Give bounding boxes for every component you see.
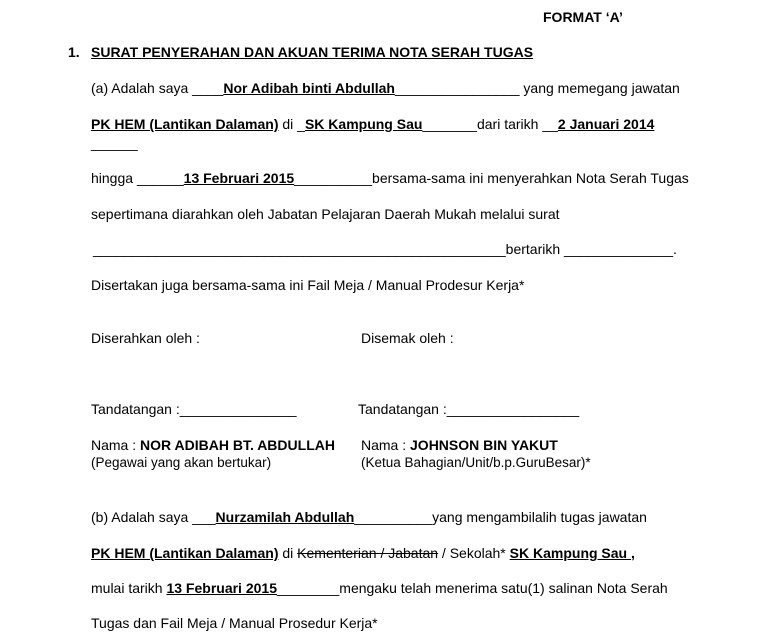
letter-date-blank: ______________. — [564, 241, 677, 257]
part-a-line-5: sepertimana diarahkan oleh Jabatan Pelajaran Daerah Mukah melalui surat — [91, 206, 560, 222]
part-b-line-4: Tugas dan Fail Meja / Manual Prosedur Kerja* — [91, 615, 378, 631]
blank: ______ — [136, 170, 184, 186]
end-date: 13 Februari 2015 — [183, 170, 295, 186]
right-nama — [361, 436, 558, 454]
part-a-line-1 — [91, 79, 680, 97]
blank: ___ — [192, 509, 216, 525]
officer-name: Nor Adibah binti Abdullah — [223, 80, 395, 96]
handed-over-by-label: Diserahkan oleh : — [91, 330, 200, 346]
part-b-intro-end: yang mengambilalih tugas jawatan — [432, 509, 647, 525]
blank: _ — [297, 116, 305, 132]
right-nama-value: JOHNSON BIN YAKUT — [410, 437, 558, 453]
nama-label: Nama : — [361, 437, 411, 453]
blank: _______ — [422, 116, 477, 132]
part-b-line-1 — [91, 508, 647, 526]
section-title: SURAT PENYERAHAN DAN AKUAN TERIMA NOTA SERAH TUGAS — [91, 44, 534, 60]
text-di: di — [278, 545, 298, 561]
blank: __________ — [294, 170, 373, 186]
school-name: SK Kampung Sau — [304, 116, 423, 132]
start-date: 2 Januari 2014 — [557, 116, 655, 132]
part-b-line-3 — [91, 579, 668, 597]
format-label: FORMAT ‘A’ — [543, 9, 623, 25]
part-b-statement: mengaku telah menerima satu(1) salinan Nota Serah — [339, 580, 668, 596]
left-nama-value: NOR ADIBAH BT. ABDULLAH — [140, 437, 335, 453]
part-a-line-6 — [93, 240, 677, 258]
text-bertarikh: bertarikh — [505, 241, 565, 257]
school-name: SK Kampung Sau , — [509, 545, 635, 561]
checked-by-label: Disemak oleh : — [361, 330, 454, 346]
nama-label: Nama : — [91, 437, 141, 453]
blank: ________ — [276, 580, 340, 596]
right-role: (Ketua Bahagian/Unit/b.p.GuruBesar)* — [361, 455, 591, 470]
left-signature-line: Tandatangan :_______________ — [91, 401, 297, 417]
text-mulai-tarikh: mulai tarikh — [91, 580, 167, 596]
part-a-line-2 — [91, 115, 654, 133]
part-a-line-7: Disertakan juga bersama-sama ini Fail Meja / Manual Prodesur Kerja* — [91, 277, 525, 293]
part-b-line-2 — [91, 544, 635, 562]
position-title: PK HEM (Lantikan Dalaman) — [91, 116, 279, 132]
part-a-statement: bersama-sama ini menyerahkan Nota Serah Tugas — [372, 170, 689, 186]
text-dari-tarikh: dari tarikh — [476, 116, 543, 132]
successor-name: Nurzamilah Abdullah — [215, 509, 355, 525]
left-nama — [91, 436, 335, 454]
blank: ____ — [192, 80, 224, 96]
blank: ________________ — [394, 80, 520, 96]
blank: __________ — [354, 509, 433, 525]
part-a-line-4 — [91, 169, 689, 187]
text-hingga: hingga — [91, 170, 137, 186]
text-di: di — [278, 116, 298, 132]
blank: __ — [542, 116, 558, 132]
left-role: (Pegawai yang akan bertukar) — [91, 455, 272, 470]
blank-continuation: ______ — [91, 135, 138, 151]
letter-ref-blank: _____________________________________________________ — [93, 241, 506, 257]
part-a-intro-end: yang memegang jawatan — [519, 80, 680, 96]
struck-option: Kementerian / Jabatan — [297, 545, 439, 561]
position-title: PK HEM (Lantikan Dalaman) — [91, 545, 279, 561]
right-signature-line: Tandatangan :_________________ — [358, 401, 580, 417]
takeover-date: 13 Februari 2015 — [166, 580, 277, 596]
part-b-intro: (b) Adalah saya — [91, 509, 193, 525]
section-number: 1. — [68, 44, 80, 60]
part-a-intro: (a) Adalah saya — [91, 80, 193, 96]
text-sekolah: / Sekolah* — [438, 545, 510, 561]
